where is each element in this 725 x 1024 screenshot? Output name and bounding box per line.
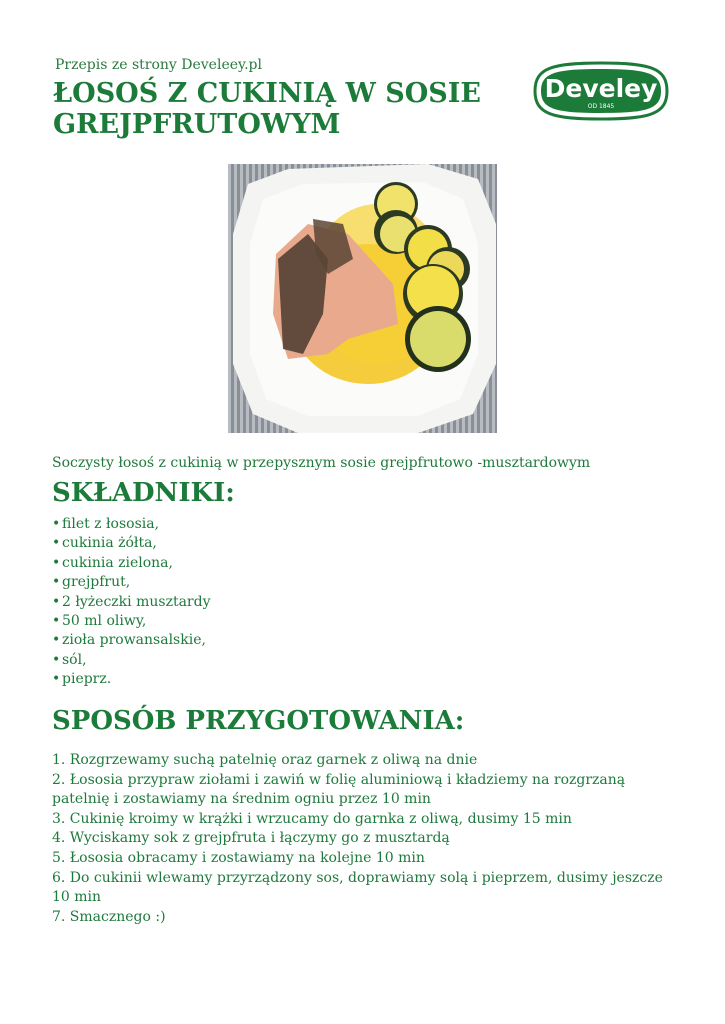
ingredients-heading: SKŁADNIKI: — [52, 478, 235, 508]
page-title: ŁOSOŚ Z CUKINIĄ W SOSIE GREJPFRUTOWYM — [53, 78, 481, 140]
recipe-intro: Soczysty łosoś z cukinią w przepysznym sosie grejpfrutowo -musztardowym — [52, 455, 591, 471]
ingredient-item: • filet z łososia, — [52, 515, 210, 534]
salmon-zucchini-photo — [228, 164, 497, 433]
preparation-step: 1. Rozgrzewamy suchą patelnię oraz garnek z oliwą na dnie — [52, 752, 478, 768]
preparation-step: 7. Smacznego :) — [52, 908, 166, 925]
source-line: Przepis ze strony Develeey.pl — [55, 57, 262, 73]
preparation-step: 3. Cukinię kroimy w krążki i wrzucamy do garnka z oliwą, dusimy 15 min — [52, 810, 572, 827]
ingredient-item: • cukinia żółta, — [52, 534, 210, 553]
develey-logo — [532, 60, 670, 126]
preparation-steps — [52, 751, 677, 927]
preparation-step: 4. Wyciskamy sok z grejpfruta i łączymy go z musztardą — [52, 830, 450, 847]
ingredient-item: • 2 łyżeczki musztardy — [52, 593, 210, 612]
ingredient-item: • cukinia zielona, — [52, 554, 210, 573]
logo-brand-text: Develey — [544, 74, 658, 103]
ingredients-list — [52, 515, 210, 690]
preparation-step: 2. Łososia przypraw ziołami i zawiń w folię aluminiową i kładziemy na rozgrzaną patelnię i zostawiamy na średnim ogniu przez 10 min — [52, 771, 626, 808]
ingredient-item: • 50 ml oliwy, — [52, 612, 210, 631]
preparation-step: 6. Do cukinii wlewamy przyrządzony sos, doprawiamy solą i pieprzem, dusimy jeszcze 10 min — [52, 869, 663, 906]
ingredient-item: • pieprz. — [52, 670, 210, 689]
ingredient-item: • sól, — [52, 651, 210, 670]
logo-since-text: OD 1845 — [587, 103, 615, 110]
ingredient-item: • grejpfrut, — [52, 573, 210, 592]
preparation-heading: SPOSÓB PRZYGOTOWANIA: — [52, 706, 465, 736]
ingredient-item: • zioła prowansalskie, — [52, 631, 210, 650]
preparation-step: 5. Łososia obracamy i zostawiamy na kolejne 10 min — [52, 849, 425, 866]
